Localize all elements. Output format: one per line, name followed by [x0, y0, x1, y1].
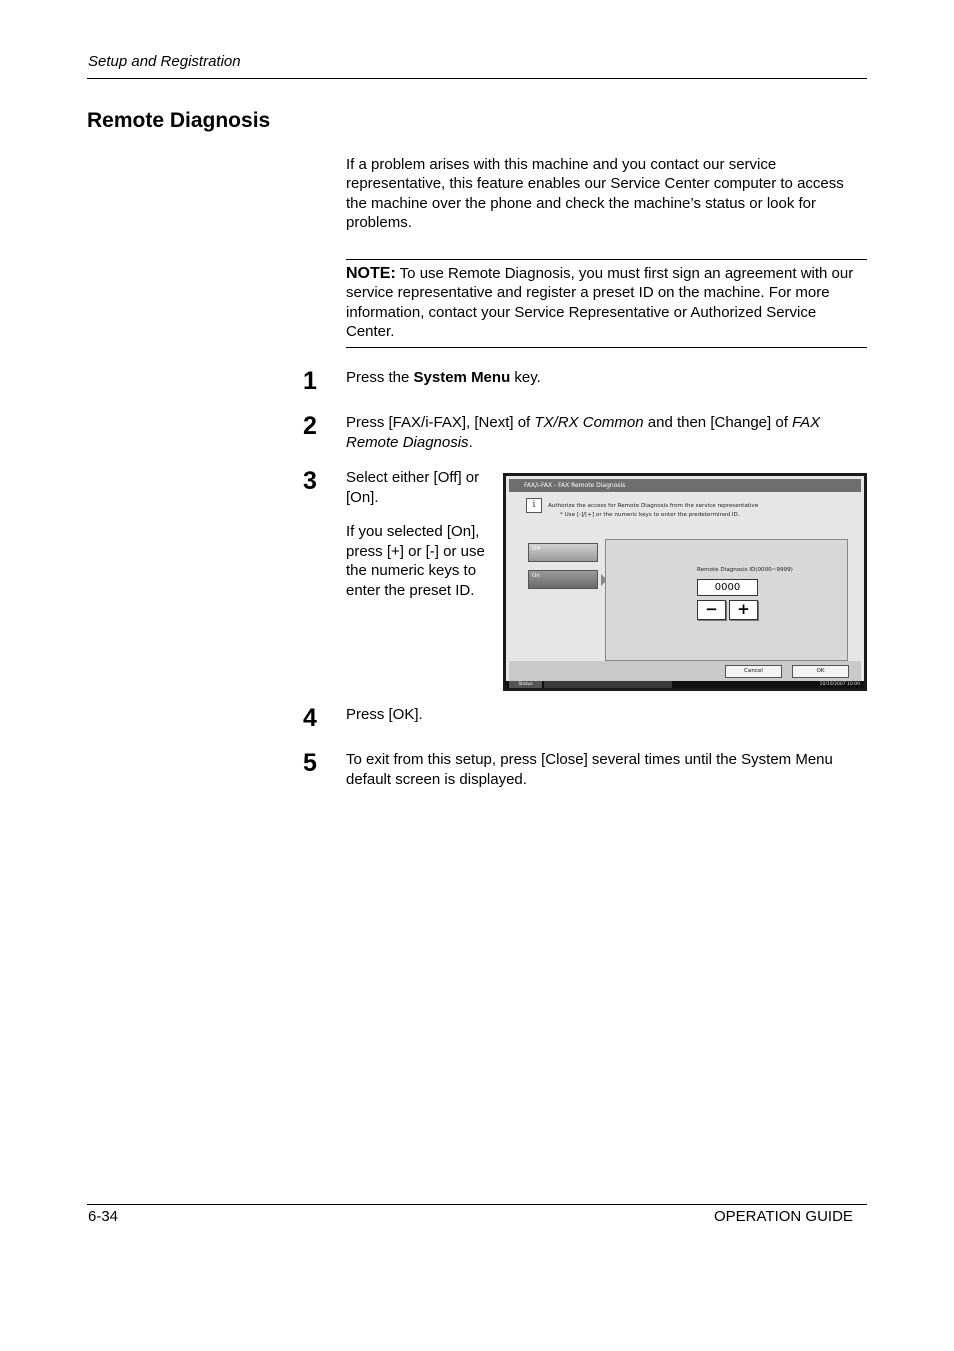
- step-text-part: Press [FAX/i-FAX], [Next] of: [346, 414, 535, 431]
- page-number: 6-34: [88, 1208, 119, 1225]
- step-text: Press [OK].: [346, 706, 423, 723]
- step-number: 5: [303, 749, 317, 777]
- note-block: [346, 264, 867, 341]
- step-number: 1: [303, 367, 317, 395]
- screen-message: * Use [-]/[+] or the numeric keys to enter the predetermined ID.: [560, 512, 740, 518]
- step-text-part: and then [Change] of: [643, 414, 793, 431]
- off-button[interactable]: Off: [528, 543, 598, 562]
- id-label: Remote Diagnosis ID(0000~9999): [697, 567, 793, 573]
- step-text: To exit from this setup, press [Close] several times until the System Menu default screen is displayed.: [346, 751, 833, 788]
- plus-button[interactable]: +: [729, 600, 758, 620]
- step-text: If you selected [On], press [+] or [-] or use the numeric keys to enter the preset ID.: [346, 523, 485, 599]
- on-button[interactable]: On: [528, 570, 598, 589]
- minus-button[interactable]: −: [697, 600, 726, 620]
- step-number: 2: [303, 412, 317, 440]
- screen-title: FAX/i-FAX - FAX Remote Diagnosis: [509, 479, 861, 492]
- status-button[interactable]: Status: [509, 681, 542, 688]
- screen-message: Authorize the access for Remote Diagnosis from the service representative: [548, 503, 759, 509]
- ok-button[interactable]: OK: [792, 665, 849, 678]
- note-bottom-rule: [346, 347, 867, 348]
- page-title: Remote Diagnosis: [87, 109, 271, 132]
- guide-name: OPERATION GUIDE: [714, 1208, 853, 1225]
- step-text-part: Press the: [346, 369, 414, 386]
- step-menu-name: TX/RX Common: [534, 414, 644, 431]
- step-key-name: System Menu: [413, 369, 511, 386]
- step-text: [346, 413, 867, 452]
- note-label: NOTE:: [346, 265, 396, 282]
- note-text: To use Remote Diagnosis, you must first sign an agreement with our service representative and register a preset ID on the machine. For more information, contact your Service Representative or Authorized Service Center.: [346, 265, 854, 340]
- cancel-button[interactable]: Cancel: [725, 665, 782, 678]
- device-screen: [503, 473, 867, 691]
- id-input[interactable]: 0000: [697, 579, 758, 596]
- running-header: Setup and Registration: [88, 53, 241, 70]
- status-message-area: [544, 681, 672, 688]
- step-menu-name: FAX Remote Diagnosis: [346, 414, 821, 451]
- step-text: [346, 368, 867, 388]
- step-text: Select either [Off] or [On].: [346, 469, 480, 506]
- step-text-part: key.: [510, 369, 541, 386]
- action-bar: [509, 661, 861, 681]
- header-rule: [87, 78, 867, 79]
- info-icon: i: [526, 498, 542, 513]
- footer-rule: [87, 1204, 867, 1205]
- intro-paragraph: If a problem arises with this machine and you contact our service representative, this feature enables our Service Center computer to access the machine over the phone and check the machine’s status or look for problems.: [346, 156, 844, 231]
- status-bar: [506, 681, 864, 688]
- status-datetime: 10/10/2007 10:00: [819, 682, 860, 687]
- step-number: 3: [303, 467, 317, 495]
- id-entry-panel: [605, 539, 848, 661]
- step-number: 4: [303, 704, 317, 732]
- note-top-rule: [346, 259, 867, 260]
- screen-body: [506, 476, 864, 688]
- step-text-part: .: [468, 433, 473, 451]
